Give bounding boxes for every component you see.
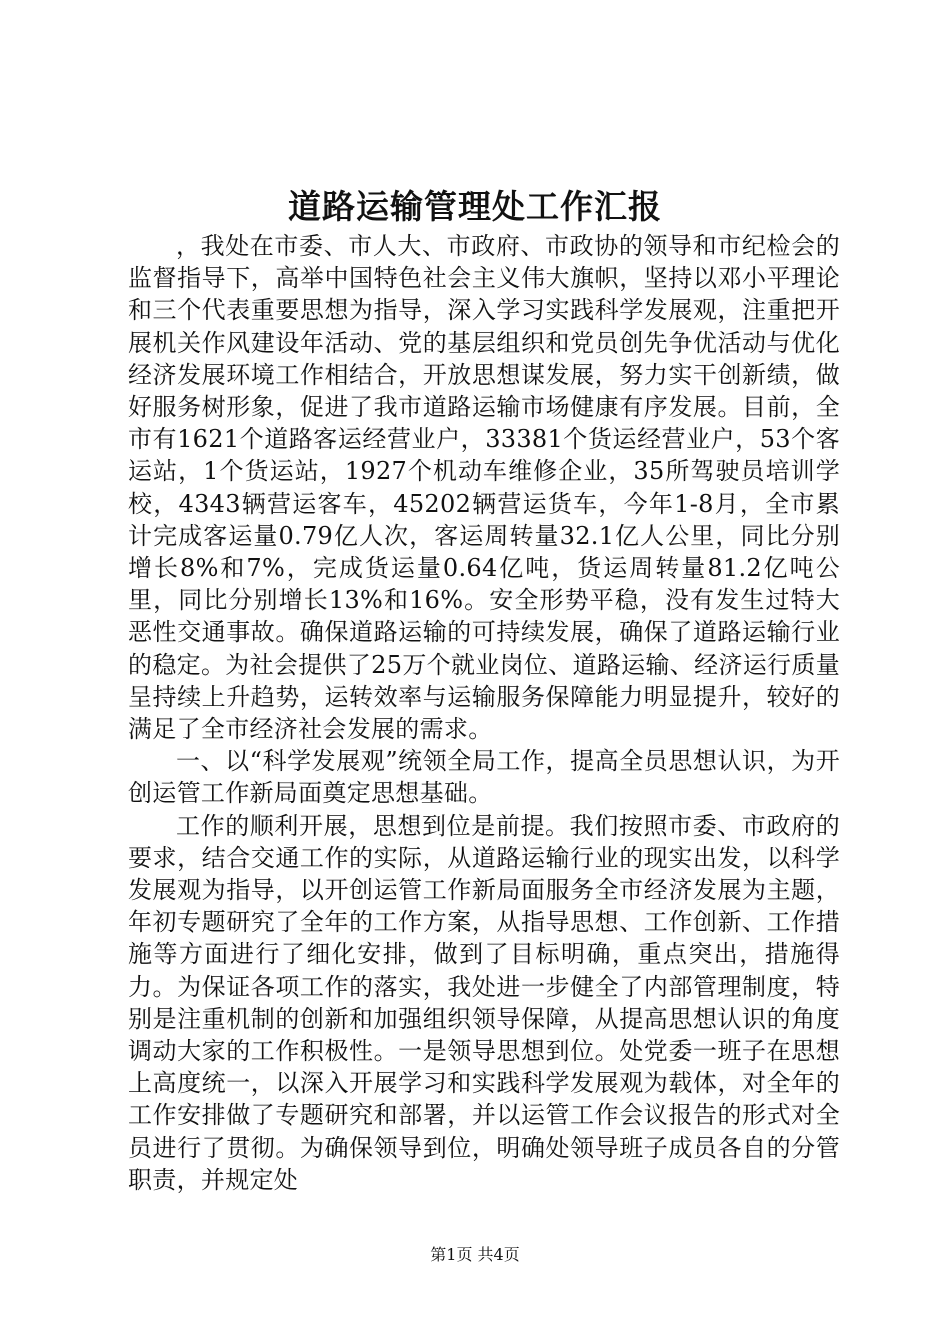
page-number: 第1页 bbox=[430, 1245, 473, 1264]
page-footer bbox=[0, 1243, 950, 1267]
page-total: 共4页 bbox=[477, 1245, 520, 1264]
paragraph-section-1-body: 工作的顺利开展，思想到位是前提。我们按照市委、市政府的要求，结合交通工作的实际，从道路运输行业的现实出发，以科学发展观为指导，以开创运管工作新局面服务全市经济发展为主题，年初专题研究了全年的工作方案，从指导思想、工作创新、工作措施等方面进行了细化安排，做到了目标明确，重点突出，措施得力。为保证各项工作的落实，我处进一步健全了内部管理制度，特别是注重机制的创新和加强组织领导保障，从提高思想认识的角度调动大家的工作积极性。一是领导思想到位。处党委一班子在思想上高度统一，以深入开展学习和实践科学发展观为载体，对全年的工作安排做了专题研究和部署，并以运管工作会议报告的形式对全员进行了贯彻。为确保领导到位，明确处领导班子成员各自的分管职责，并规定处 bbox=[128, 811, 840, 1194]
paragraph-intro: ，我处在市委、市人大、市政府、市政协的领导和市纪检会的监督指导下，高举中国特色社会主义伟大旗帜，坚持以邓小平理论和三个代表重要思想为指导，深入学习实践科学发展观，注重把开展机关作风建设年活动、党的基层组织和党员创先争优活动与优化经济发展环境工作相结合，开放思想谋发展，努力实干创新绩，做好服务树形象，促进了我市道路运输市场健康有序发展。目前，全市有1621个道路客运经营业户，33381个货运经营业户，53个客运站，1个货运站，1927个机动车维修企业，35所驾驶员培训学校，4343辆营运客车，45202辆营运货车，今年1-8月，全市累计完成客运量0.79亿人次，客运周转量32.1亿人公里，同比分别增长8%和7%，完成货运量0.64亿吨，货运周转量81.2亿吨公里，同比分别增长13%和16%。安全形势平稳，没有发生过特大恶性交通事故。确保道路运输的可持续发展，确保了道路运输行业的稳定。为社会提供了25万个就业岗位、道路运输、经济运行质量呈持续上升趋势，运转效率与运输服务保障能力明显提升，较好的满足了全市经济社会发展的需求。 bbox=[128, 232, 840, 744]
paragraph-section-heading-1: 一、以“科学发展观”统领全局工作，提高全员思想认识，为开创运管工作新局面奠定思想基础。 bbox=[128, 747, 840, 808]
document-body bbox=[128, 230, 840, 1196]
document-title: 道路运输管理处工作汇报 bbox=[288, 187, 662, 226]
